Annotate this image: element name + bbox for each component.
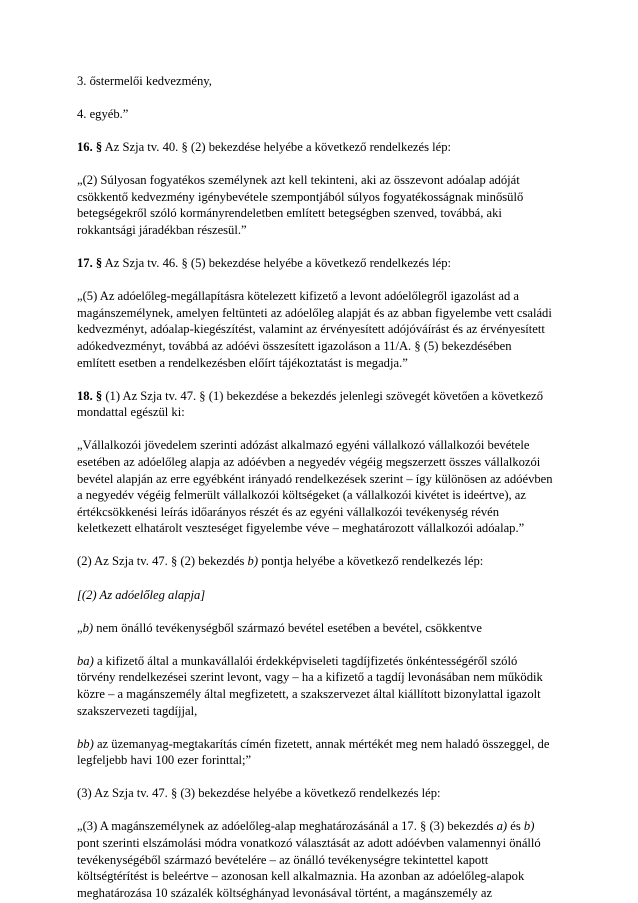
text-segment: meghatározása 10 százalék költséghányad levonásával történt, a magánszemély az xyxy=(77,885,493,900)
text-segment: közre – a magánszemély által megfizetett, a szakszervezet által kiállított bizonylattal igazolt xyxy=(77,686,541,701)
text-segment: az üzemanyag-megtakarítás címén fizetett, annak mértékét meg nem haladó összeggel, de xyxy=(93,736,550,751)
text-segment: szakszervezeti tagdíjjal, xyxy=(77,703,198,718)
paragraph-section-18-3-text xyxy=(77,818,559,901)
text-line xyxy=(77,752,559,769)
text-segment: (3) Az Szja tv. 47. § (3) bekezdése helyébe a következő rendelkezés lép: xyxy=(77,786,441,801)
text-segment: törvény rendelkezései szerint levont, vagy – ha a kifizető a tagdíj levonásában nem működik xyxy=(77,670,543,685)
text-segment: (1) Az Szja tv. 47. § (1) bekezdése a bekezdés jelenlegi szövegét követően a következő xyxy=(102,388,544,403)
paragraph-section-18-2-bb xyxy=(77,736,559,769)
text-line xyxy=(77,437,559,454)
text-segment: „Vállalkozói jövedelem szerinti adózást alkalmazó egyéni vállalkozó vállalkozói bevétele xyxy=(77,438,530,453)
text-line xyxy=(77,404,559,421)
text-line xyxy=(77,172,559,189)
text-line xyxy=(77,338,559,355)
text-line xyxy=(77,189,559,206)
text-line xyxy=(77,355,559,372)
text-segment: betegségekről szóló kormányrendeletben említett betegségben szenved, továbbá, aki xyxy=(77,206,502,221)
text-segment: adókedvezményt, továbbá az adóévi összesített igazoláson a 11/A. § (5) bekezdésében xyxy=(77,339,512,354)
text-segment: Az Szja tv. 46. § (5) bekezdése helyébe a következő rendelkezés lép: xyxy=(102,256,452,271)
text-segment: keletkezett elhatárolt veszteséget figyelembe véve – meghatározott vállalkozói adóalap.” xyxy=(77,521,525,536)
text-line xyxy=(77,852,559,869)
paragraph-section-16-text xyxy=(77,172,559,238)
text-line xyxy=(77,106,559,123)
text-segment: bevétel alapján az erre egyébként irányadó rendelkezések szerint – így különösen az adóévben xyxy=(77,471,553,486)
text-segment: rokkantsági járadékban részesül.” xyxy=(77,223,247,238)
text-segment: kedvezményt, adóalap-kiegészítést, valamint az érvényesített adójóváírást és az érvényesített xyxy=(77,322,545,337)
text-line xyxy=(77,321,559,338)
text-segment: legfeljebb havi 100 ezer forinttal;” xyxy=(77,753,252,768)
paragraph-section-18-heading xyxy=(77,388,559,421)
text-segment: költségtérítést is beleértve – azonosan kell alkalmaznia. Ha azonban az adóelőleg-alapok xyxy=(77,869,525,884)
text-line xyxy=(77,288,559,305)
text-segment: „(3) A magánszemélynek az adóelőleg-alap meghatározásánál a 17. § (3) bekezdés xyxy=(77,819,497,834)
text-segment: a negyedév végéig felmerült vállalkozói költségeket (a vállalkozói kivétet is ideértve), az xyxy=(77,488,526,503)
section-number: 18. § xyxy=(77,388,103,403)
text-segment: „(5) Az adóelőleg-megállapításra kötelezett kifizető a levont adóelőlegről igazolást ad a xyxy=(77,289,519,304)
paragraph-section-18-2-heading xyxy=(77,553,559,570)
italic-text: a) xyxy=(496,819,508,834)
text-line xyxy=(77,868,559,885)
paragraph-section-17-heading xyxy=(77,255,559,272)
text-segment: pont szerinti elszámolási módra vonatkozó választását az adott adóévben valamennyi önálló xyxy=(77,836,541,850)
paragraph-section-18-text-1 xyxy=(77,437,559,537)
italic-text: bb) xyxy=(77,736,94,751)
text-line xyxy=(77,620,559,637)
text-line xyxy=(77,835,559,852)
italic-text: b) xyxy=(82,620,94,635)
text-line xyxy=(77,520,559,537)
text-line xyxy=(77,653,559,670)
text-segment: (2) Az Szja tv. 47. § (2) bekezdés xyxy=(77,554,248,569)
text-segment: tevékenységéből származó bevételére – az önálló tevékenységre tekintettel kapott xyxy=(77,852,489,867)
text-segment: nem önálló tevékenységből származó bevétel esetében a bevétel, csökkentve xyxy=(93,620,482,635)
text-segment: mondattal egészül ki: xyxy=(77,405,185,420)
text-line xyxy=(77,736,559,753)
paragraph-section-18-3-heading xyxy=(77,785,559,802)
text-segment: és xyxy=(507,819,524,834)
text-segment: Az Szja tv. 40. § (2) bekezdése helyébe a következő rendelkezés lép: xyxy=(102,140,452,155)
text-line xyxy=(77,885,559,902)
text-segment: csökkentő kedvezmény igénybevétele szempontjából súlyos fogyatékosságnak minősülő xyxy=(77,189,524,204)
paragraph-item-4 xyxy=(77,106,559,123)
paragraph-item-3 xyxy=(77,73,559,90)
text-segment: „(2) Súlyosan fogyatékos személynek azt kell tekinteni, aki az összevont adóalap adóját xyxy=(77,173,520,188)
text-line xyxy=(77,504,559,521)
text-segment: említett esetben a rendelkezésben előírt tájékoztatást is megadja.” xyxy=(77,355,408,370)
text-line xyxy=(77,686,559,703)
text-line xyxy=(77,471,559,488)
text-line xyxy=(77,255,559,272)
italic-text: ba) xyxy=(77,653,94,668)
italic-text: [(2) Az adóelőleg alapja] xyxy=(77,587,206,602)
text-line xyxy=(77,669,559,686)
text-line xyxy=(77,205,559,222)
text-line xyxy=(77,139,559,156)
text-line xyxy=(77,73,559,90)
text-line xyxy=(77,454,559,471)
text-line xyxy=(77,487,559,504)
text-line xyxy=(77,818,559,835)
text-segment: „ xyxy=(77,620,83,635)
text-line xyxy=(77,388,559,405)
text-segment: a kifizető által a munkavállalói érdekképviseleti tagdíjfizetés önkéntességéről szóló xyxy=(93,653,518,668)
text-segment: esetében az adóelőleg alapja az adóévben a negyedév végéig megszerzett összes vállalkozói xyxy=(77,455,541,469)
text-segment: értékcsökkenési leírás időarányos részét és az egyéni vállalkozói tevékenység révén xyxy=(77,504,500,519)
text-line xyxy=(77,222,559,239)
text-line xyxy=(77,305,559,322)
text-segment: pontja helyébe a következő rendelkezés lép: xyxy=(258,554,484,569)
paragraph-section-18-2-ba xyxy=(77,653,559,719)
paragraph-section-18-2-b xyxy=(77,620,559,637)
text-line xyxy=(77,703,559,720)
text-line xyxy=(77,553,559,570)
paragraph-section-17-text xyxy=(77,288,559,371)
section-number: 17. § xyxy=(77,256,103,271)
italic-text: b) xyxy=(523,819,535,834)
text-line xyxy=(77,785,559,802)
text-segment: magánszemélynek, amelyen feltünteti az adóelőleg alapját és az abban figyelembe vett családi xyxy=(77,305,552,320)
italic-text: b) xyxy=(247,554,259,569)
section-number: 16. § xyxy=(77,140,103,155)
paragraph-section-18-2-title xyxy=(77,587,559,604)
paragraph-section-16-heading xyxy=(77,139,559,156)
text-segment: 3. őstermelői kedvezmény, xyxy=(77,74,212,88)
text-line xyxy=(77,587,559,604)
document-page xyxy=(77,73,559,901)
text-segment: 4. egyéb.” xyxy=(77,107,129,122)
